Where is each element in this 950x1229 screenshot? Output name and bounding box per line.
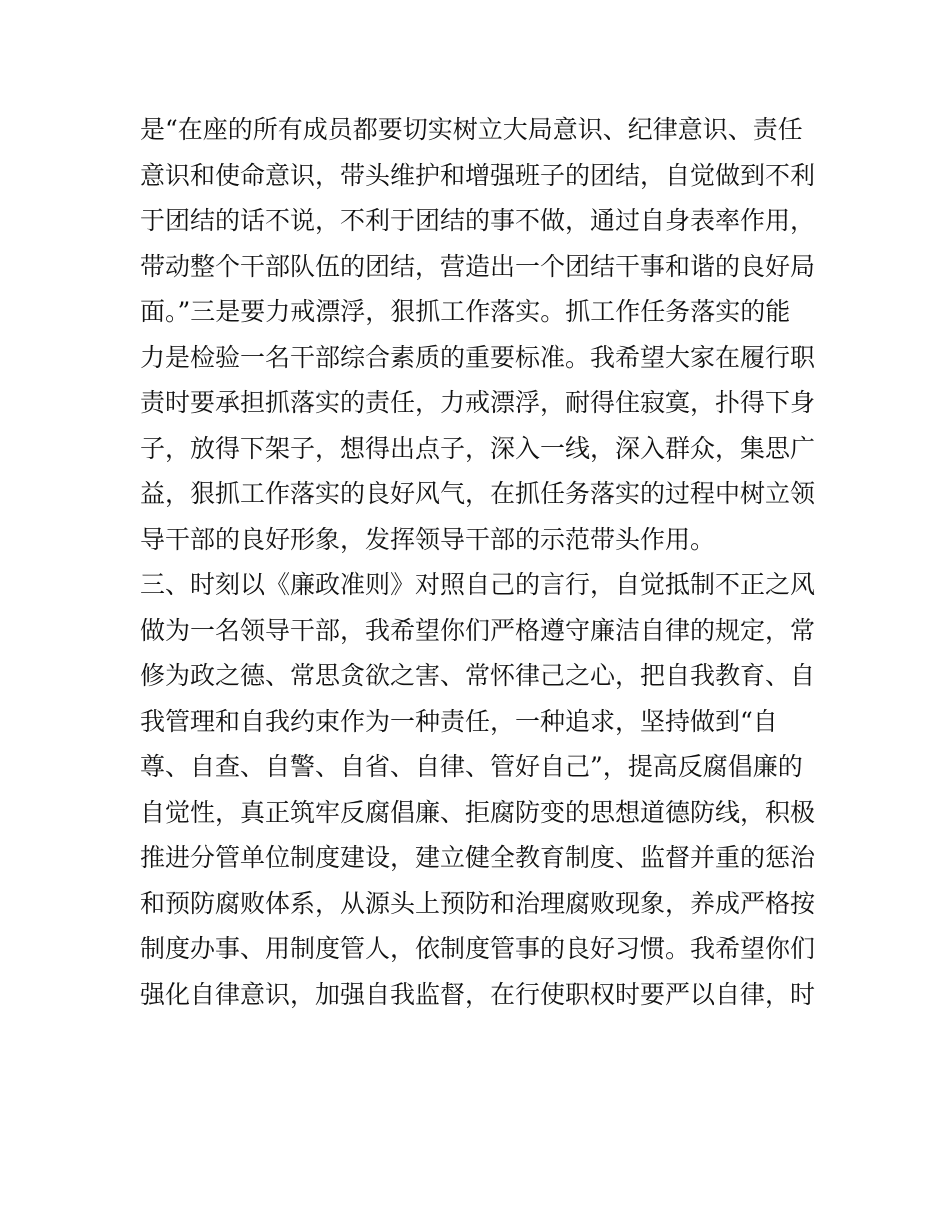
text-line: 制度办事、用制度管人，依制度管事的良好习惯。我希望你们 — [140, 934, 816, 963]
text-line: 益，狠抓工作落实的良好风气，在抓任务落实的过程中树立领 — [140, 479, 816, 508]
text-line: 力是检验一名干部综合素质的重要标准。我希望大家在履行职 — [140, 342, 816, 372]
text-line: 自觉性，真正筑牢反腐倡廉、拒腐防变的思想道德防线，积极 — [140, 797, 816, 827]
text-line: 导干部的良好形象，发挥领导干部的示范带头作用。 — [140, 524, 716, 554]
document-body — [140, 107, 820, 1017]
text-line: 和预防腐败体系，从源头上预防和治理腐败现象，养成严格按 — [140, 888, 816, 918]
text-line: 面。”三是要力戒漂浮，狠抓工作落实。抓工作任务落实的能 — [140, 297, 791, 326]
text-line: 修为政之德、常思贪欲之害、常怀律己之心，把自我教育、自 — [140, 661, 816, 690]
text-line: 是“在座的所有成员都要切实树立大局意识、纪律意识、责任 — [140, 115, 803, 144]
text-line: 我管理和自我约束作为一种责任，一种追求，坚持做到“自 — [140, 706, 778, 736]
text-line: 推进分管单位制度建设，建立健全教育制度、监督并重的惩治 — [140, 843, 816, 872]
text-line: 带动整个干部队伍的团结，营造出一个团结干事和谐的良好局 — [140, 251, 816, 281]
text-line: 责时要承担抓落实的责任，力戒漂浮，耐得住寂寞，扑得下身 — [140, 388, 816, 417]
text-line: 子，放得下架子，想得出点子，深入一线，深入群众，集思广 — [140, 433, 816, 463]
text-line: 做为一名领导干部，我希望你们严格遵守廉洁自律的规定，常 — [140, 615, 816, 645]
text-line: 强化自律意识，加强自我监督，在行使职权时要严以自律，时 — [140, 979, 816, 1009]
section-heading: 三、时刻以《廉政准则》对照自己的言行，自觉抵制不正之风 — [140, 570, 816, 599]
text-line: 意识和使命意识，带头维护和增强班子的团结，自觉做到不利 — [140, 160, 816, 190]
text-line: 于团结的话不说，不利于团结的事不做，通过自身表率作用， — [140, 206, 816, 235]
text-line: 尊、自查、自警、自省、自律、管好自己”，提高反腐倡廉的 — [140, 752, 803, 781]
